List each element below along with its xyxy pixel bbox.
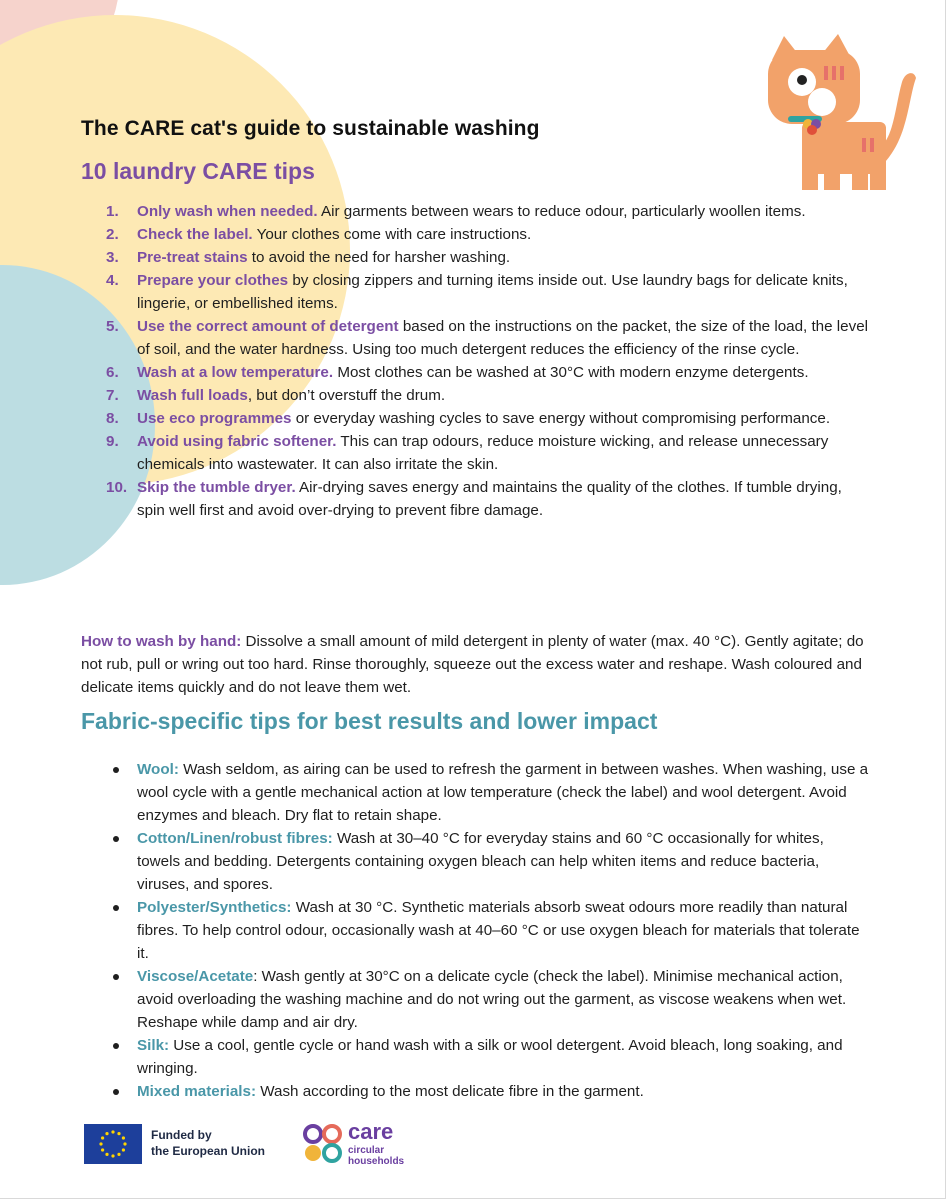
tip-number: 10. — [106, 479, 128, 496]
handwash-label: How to wash by hand: — [81, 633, 242, 650]
tip-item — [81, 384, 871, 407]
tip-number: 9. — [106, 433, 119, 450]
tip-number: 2. — [106, 226, 119, 243]
fabric-label: Silk: — [137, 1037, 170, 1054]
tip-highlight: Wash full loads — [137, 387, 248, 404]
fabric-label: Cotton/Linen/robust fibres: — [137, 830, 333, 847]
fabric-text: Wash at 30–40 °C for everyday stains and 60 °C occasionally for whites, towels and bedding. Detergents containing oxygen bleach can help whiten items and reduce bacteria, viruses, and spores. — [137, 830, 824, 893]
fabric-label: Mixed materials: — [137, 1083, 257, 1100]
fabric-item — [81, 1080, 871, 1103]
eu-flag-icon — [84, 1124, 142, 1164]
tip-text: by closing zippers and turning items inside out. Use laundry bags for delicate knits, lingerie, or embellished items. — [137, 272, 848, 312]
bullet-icon — [113, 974, 119, 980]
tip-highlight: Avoid using fabric softener. — [137, 433, 337, 450]
tip-item — [81, 246, 871, 269]
fabric-label: Wool: — [137, 761, 179, 778]
tip-item — [81, 315, 871, 361]
tip-highlight: Wash at a low temperature. — [137, 364, 334, 381]
fabric-item — [81, 758, 871, 827]
bullet-icon — [113, 1089, 119, 1095]
fabric-list — [81, 758, 871, 1103]
handwash-text: Dissolve a small amount of mild detergent in plenty of water (max. 40 °C). Gently agitate; do not rub, pull or wring out too hard. Rinse thoroughly, squeeze out the excess water and reshape. Wash coloured and delicate items quickly and do not leave them wet. — [81, 633, 864, 696]
care-tagline — [348, 1145, 404, 1167]
tip-text: based on the instructions on the packet, the size of the load, the level of soil, and the water hardness. Using too much detergent reduces the efficiency of the rinse cycle. — [137, 318, 869, 358]
tip-number: 8. — [106, 410, 119, 427]
tip-highlight: Only wash when needed. — [137, 203, 318, 220]
fabric-item — [81, 827, 871, 896]
bullet-icon — [113, 1043, 119, 1049]
tip-item — [81, 269, 871, 315]
tip-number: 7. — [106, 387, 119, 404]
tip-highlight: Pre-treat stains — [137, 249, 248, 266]
tip-text: , but don’t overstuff the drum. — [247, 387, 446, 404]
fabric-label: Polyester/Synthetics: — [137, 899, 292, 916]
tips-heading: 10 laundry CARE tips — [81, 158, 315, 184]
tip-highlight: Prepare your clothes — [137, 272, 289, 289]
care-logo — [302, 1120, 422, 1170]
tip-text: Air-drying saves energy and maintains the quality of the clothes. If tumble drying, spin well first and avoid over-drying to prevent fibre damage. — [137, 479, 842, 519]
tip-number: 3. — [106, 249, 119, 266]
fabric-heading: Fabric-specific tips for best results and lower impact — [81, 708, 658, 734]
fabric-item — [81, 965, 871, 1034]
fabric-text: Wash according to the most delicate fibre in the garment. — [256, 1083, 644, 1100]
fabric-text: Wash seldom, as airing can be used to refresh the garment in between washes. When washing, use a wool cycle with a gentle mechanical action at low temperature (check the label) and wool detergent. Avoid enzymes and bleach. Dry flat to retain shape. — [137, 761, 869, 824]
fabric-text: Wash at 30 °C. Synthetic materials absorb sweat odours more readily than natural fibres. To help control odour, occasionally wash at 40–60 °C or use oxygen bleach for materials that tolerate it. — [137, 899, 860, 962]
care-cat-illustration — [762, 30, 922, 190]
care-logo-icon — [302, 1122, 346, 1166]
tip-highlight: Skip the tumble dryer. — [137, 479, 296, 496]
document-title: The CARE cat's guide to sustainable washing — [81, 117, 540, 140]
care-wordmark: care — [348, 1119, 394, 1144]
tip-text: to avoid the need for harsher washing. — [247, 249, 511, 266]
tip-item — [81, 476, 871, 522]
tips-list — [81, 200, 871, 522]
eu-funding-text — [151, 1127, 265, 1159]
tip-number: 4. — [106, 272, 119, 289]
handwash-paragraph — [81, 630, 871, 699]
tip-item — [81, 361, 871, 384]
tip-text: Air garments between wears to reduce odour, particularly woollen items. — [317, 203, 806, 220]
tip-text: This can trap odours, reduce moisture wicking, and release unnecessary chemicals into wastewater. It can also irritate the skin. — [137, 433, 829, 473]
tip-highlight: Use eco programmes — [137, 410, 292, 427]
tip-number: 6. — [106, 364, 119, 381]
care-tagline-2: households — [348, 1156, 405, 1167]
fabric-item — [81, 896, 871, 965]
tip-item — [81, 223, 871, 246]
tip-number: 1. — [106, 203, 119, 220]
tip-highlight: Check the label. — [137, 226, 253, 243]
tip-number: 5. — [106, 318, 119, 335]
fabric-label: Viscose/Acetate — [137, 968, 254, 985]
tip-item — [81, 430, 871, 476]
tip-item — [81, 200, 871, 223]
tip-highlight: Use the correct amount of detergent — [137, 318, 399, 335]
tip-text: Most clothes can be washed at 30°C with modern enzyme detergents. — [333, 364, 809, 381]
tip-item — [81, 407, 871, 430]
tip-text: Your clothes come with care instructions. — [252, 226, 532, 243]
fabric-text: : Wash gently at 30°C on a delicate cycle (check the label). Minimise mechanical action, avoid overloading the washing machine and do not wring out the garment, as viscose weakens when wet. Reshape while damp and air dry. — [137, 968, 847, 1031]
fabric-item — [81, 1034, 871, 1080]
care-tagline-1: circular — [348, 1145, 385, 1156]
bullet-icon — [113, 905, 119, 911]
tip-text: or everyday washing cycles to save energy without compromising performance. — [291, 410, 831, 427]
eu-line-2: the European Union — [151, 1144, 265, 1158]
bullet-icon — [113, 836, 119, 842]
eu-line-1: Funded by — [151, 1128, 212, 1142]
fabric-text: Use a cool, gentle cycle or hand wash with a silk or wool detergent. Avoid bleach, long soaking, and wringing. — [137, 1037, 843, 1077]
bullet-icon — [113, 767, 119, 773]
